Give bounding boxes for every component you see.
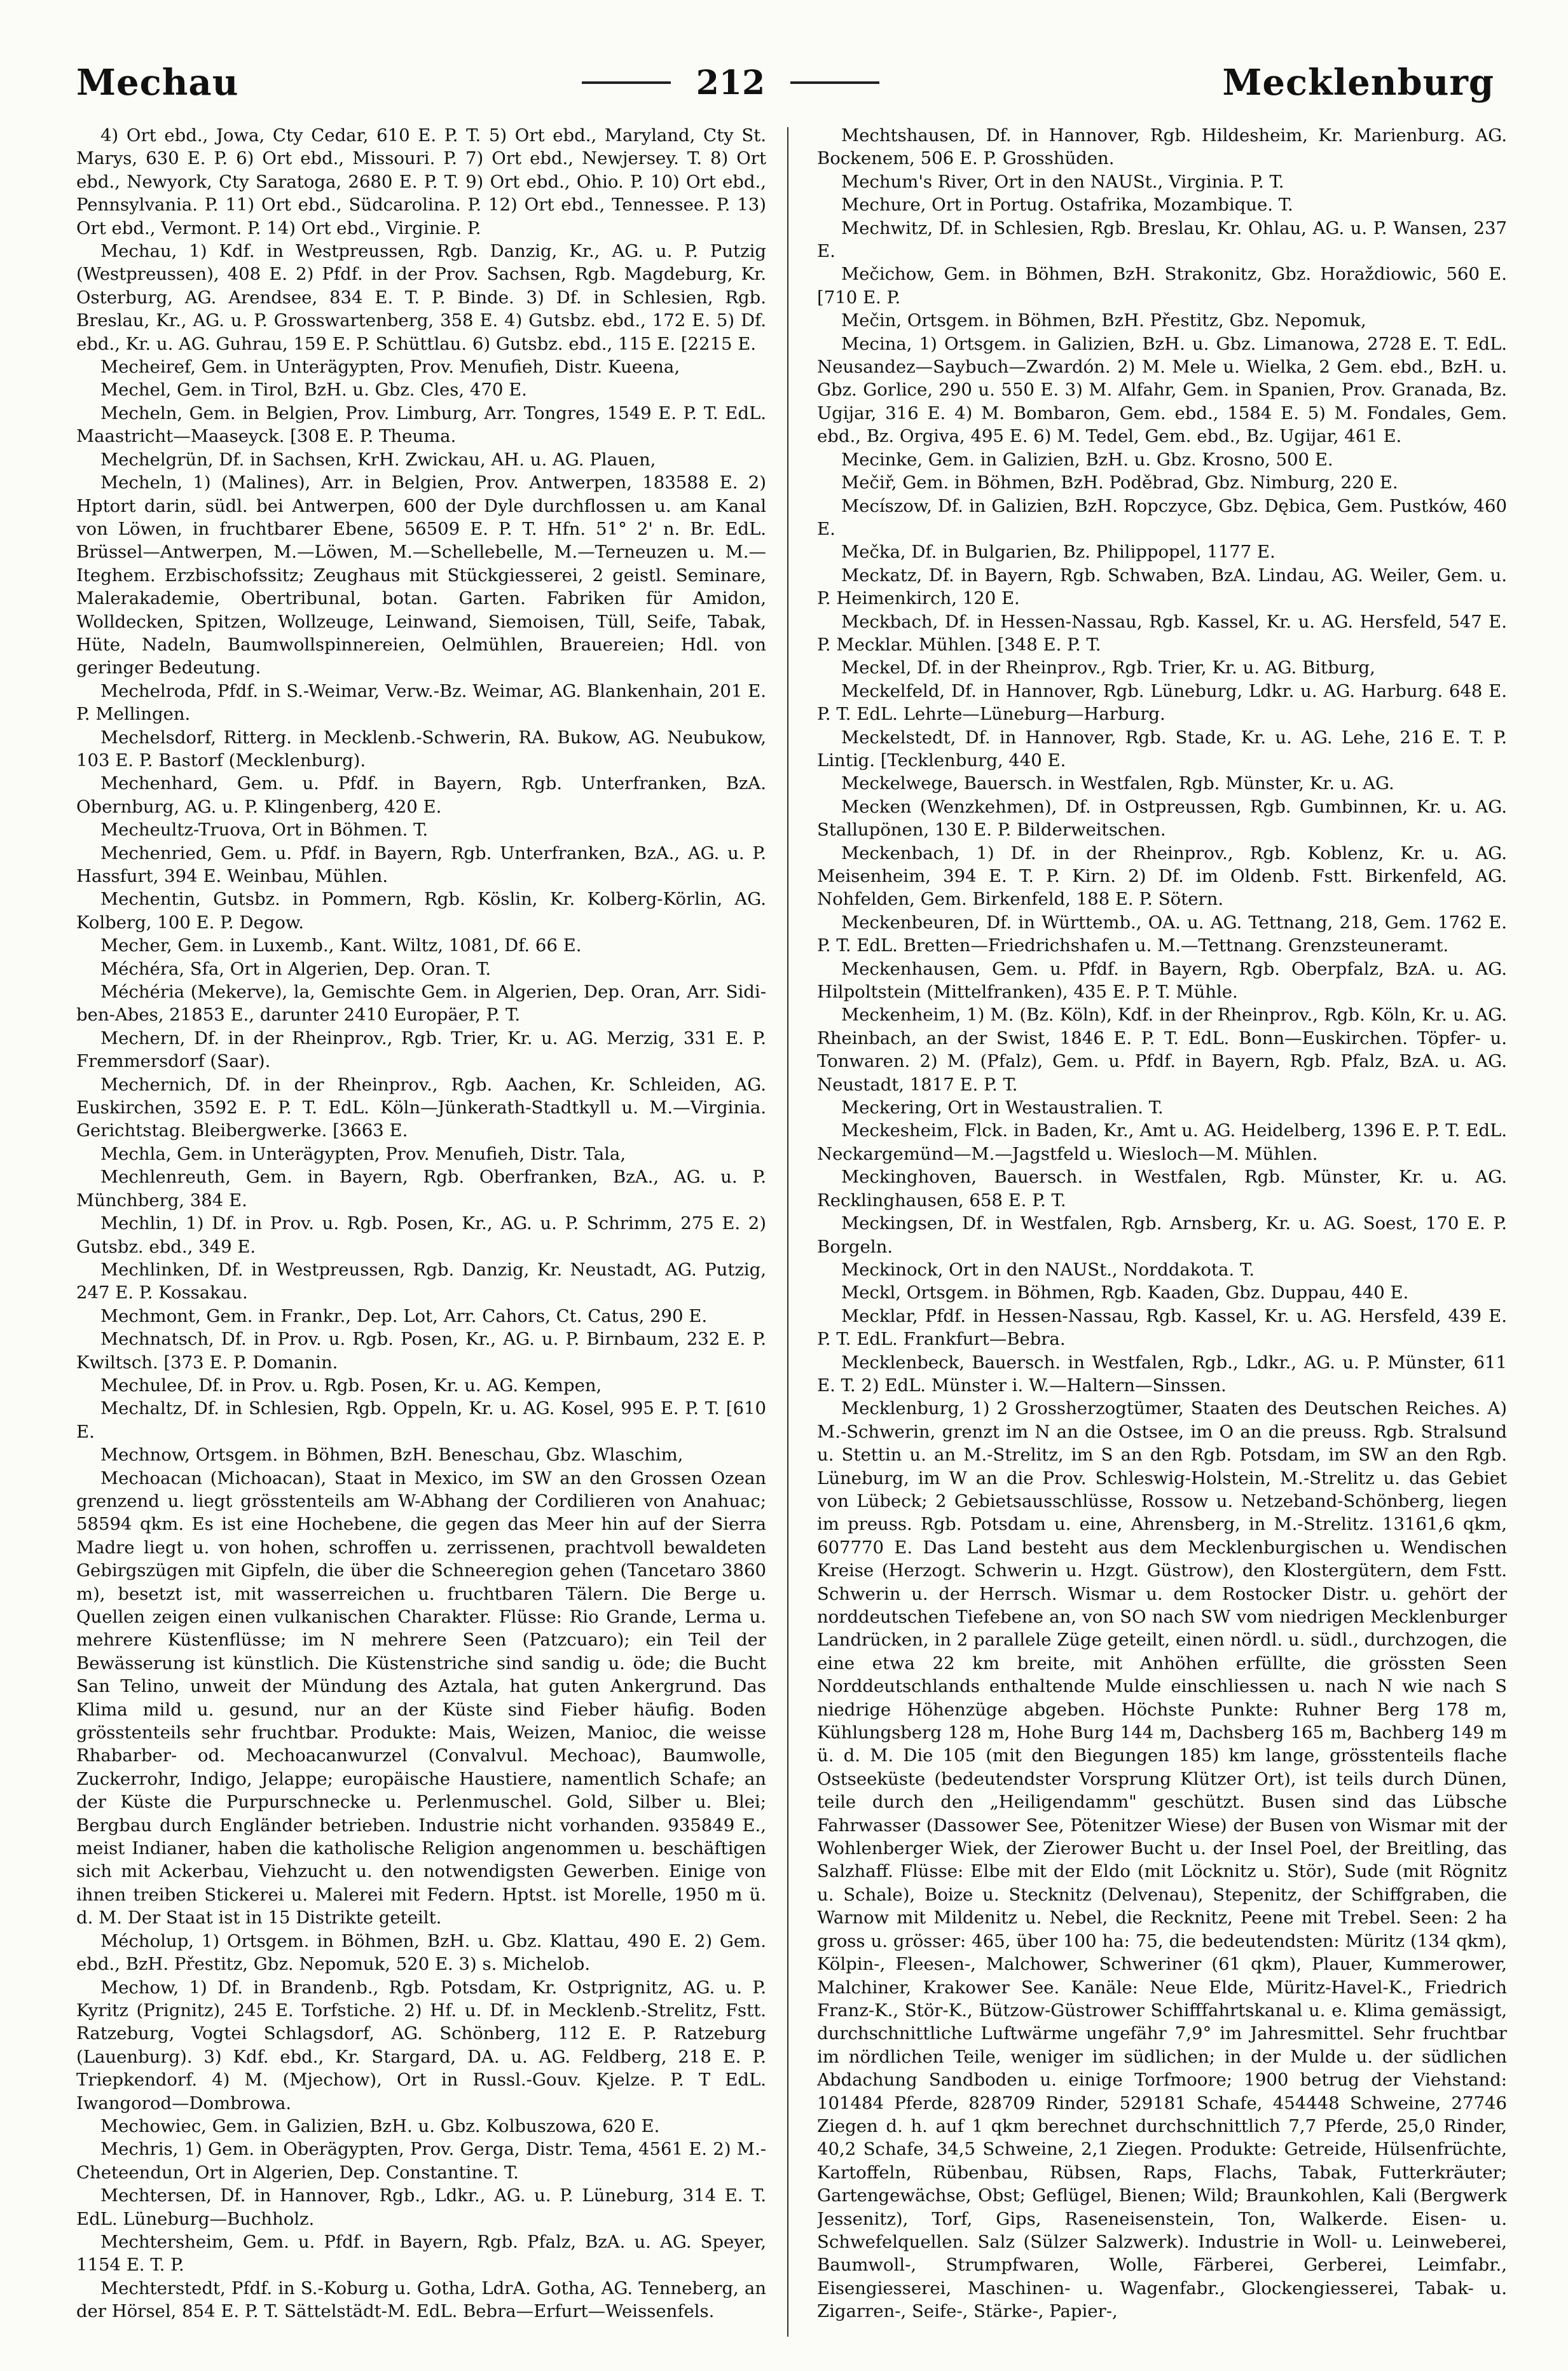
page-number: 212 — [696, 63, 766, 102]
entry-paragraph: Mečiř, Gem. in Böhmen, BzH. Poděbrad, Gbz. Nimburg, 220 E. — [841, 472, 1398, 493]
entry-paragraph: Meckelstedt, Df. in Hannover, Rgb. Stade, Kr. u. AG. Lehe, 216 E. T. P. Lintig. [Tecklenburg, 440 E. — [817, 727, 1507, 771]
entry-paragraph: Mechau, 1) Kdf. in Westpreussen, Rgb. Danzig, Kr., AG. u. P. Putzig (Westpreussen), 408 E. 2) Pfdf. in der Prov. Sachsen, Rgb. Magdeburg, Kr. Osterburg, AG. Arendsee, 834 E. T. P. Binde. 3) Df. in Schlesien, Rgb. Breslau, Kr., AG. u. P. Grosswartenberg, 358 E. 4) Gutsbz. ebd., 172 E. 5) Df. ebd., Kr. u. AG. Guhrau, 159 E. P. Schüttlau. 6) Gutsbz. ebd., 115 E. [2215 E. — [76, 241, 766, 354]
entry-paragraph: Mecken (Wenzkehmen), Df. in Ostpreussen, Rgb. Gumbinnen, Kr. u. AG. Stallupönen, 130 E. P. Bilderweitschen. — [817, 796, 1507, 841]
entry-paragraph: 4) Ort ebd., Jowa, Cty Cedar, 610 E. P. T. 5) Ort ebd., Maryland, Cty St. Marys, 630 E. P. 6) Ort ebd., Missouri. P. 7) Ort ebd., Newjersey. T. 8) Ort ebd., Newyork, Cty Saratoga, 2680 E. P. T. 9) Ort ebd., Ohio. P. 10) Ort ebd., Pennsylvania. P. 11) Ort ebd., Südcarolina. P. 12) Ort ebd., Tennessee. P. 13) Ort ebd., Vermont. P. 14) Ort ebd., Virginie. P. — [76, 125, 766, 238]
entry-paragraph: Mechelgrün, Df. in Sachsen, KrH. Zwickau, AH. u. AG. Plauen, — [100, 449, 656, 470]
entry-paragraph: Meckenheim, 1) M. (Bz. Köln), Kdf. in der Rheinprov., Rgb. Köln, Kr. u. AG. Rheinbach, an der Swist, 1846 E. P. T. EdL. Bonn—Euskirchen. Töpfer- u. Tonwaren. 2) M. (Pfalz), Gem. u. Pfdf. in Bayern, Rgb. Pfalz, BzA. u. AG. Neustadt, 1817 E. P. T. — [817, 1005, 1507, 1095]
header-right-word: Mecklenburg — [1222, 62, 1494, 104]
column-divider — [787, 127, 788, 2337]
entry-paragraph: Mecklenbeck, Bauersch. in Westfalen, Rgb., Ldkr., AG. u. P. Münster, 611 E. T. 2) EdL. Münster i. W.—Haltern—Sinssen. — [817, 1352, 1507, 1396]
entry-paragraph: Mechtersheim, Gem. u. Pfdf. in Bayern, Rgb. Pfalz, BzA. u. AG. Speyer, 1154 E. T. P. — [76, 2231, 766, 2276]
entry-paragraph: Mechaltz, Df. in Schlesien, Rgb. Oppeln, Kr. u. AG. Kosel, 995 E. P. T. [610 E. — [76, 1398, 766, 1442]
entry-paragraph: Mechenhard, Gem. u. Pfdf. in Bayern, Rgb. Unterfranken, BzA. Obernburg, AG. u. P. Klingenberg, 420 E. — [76, 773, 766, 817]
entry-paragraph: Mechelsdorf, Ritterg. in Mecklenb.-Schwerin, RA. Bukow, AG. Neubukow, 103 E. P. Bastorf (Mecklenburg). — [76, 727, 766, 771]
entry-paragraph: Meckel, Df. in der Rheinprov., Rgb. Trier, Kr. u. AG. Bitburg, — [841, 657, 1375, 678]
entry-paragraph: Mecíszow, Df. in Galizien, BzH. Ropczyce, Gbz. Dębica, Gem. Pustków, 460 E. — [817, 495, 1507, 539]
entry-paragraph: Mechern, Df. in der Rheinprov., Rgb. Trier, Kr. u. AG. Merzig, 331 E. P. Fremmersdorf (Saar). — [76, 1027, 766, 1072]
entry-paragraph: Mechlenreuth, Gem. in Bayern, Rgb. Oberfranken, BzA., AG. u. P. Münchberg, 384 E. — [76, 1167, 766, 1211]
entry-paragraph: Meckering, Ort in Westaustralien. T. — [841, 1097, 1164, 1118]
entry-paragraph: Mecheultz-Truova, Ort in Böhmen. T. — [100, 820, 429, 841]
entry-paragraph: Mécholup, 1) Ortsgem. in Böhmen, BzH. u. Gbz. Klattau, 490 E. 2) Gem. ebd., BzH. Přestitz, Gbz. Nepomuk, 520 E. 3) s. Michelob. — [76, 1930, 766, 1975]
entry-paragraph: Mecina, 1) Ortsgem. in Galizien, BzH. u. Gbz. Limanowa, 2728 E. T. EdL. Neusandez—Saybuch—Zwardón. 2) M. Mele u. Wielka, 2 Gem. ebd., BzH. u. Gbz. Gorlice, 290 u. 550 E. 3) M. Alfahr, Gem. in Spanien, Prov. Granada, Bz. Ugijar, 316 E. 4) M. Bombaron, Gem. ebd., 1584 E. 5) M. Fondales, Gem. ebd., Bz. Orgiva, 495 E. 6) M. Tedel, Gem. ebd., Bz. Ugijar, 461 E. — [817, 333, 1507, 447]
header-dash-left — [582, 81, 671, 84]
entry-paragraph: Mechlinken, Df. in Westpreussen, Rgb. Danzig, Kr. Neustadt, AG. Putzig, 247 E. P. Kossakau. — [76, 1259, 766, 1303]
entry-paragraph: Mechow, 1) Df. in Brandenb., Rgb. Potsdam, Kr. Ostprignitz, AG. u. P. Kyritz (Prignitz), 245 E. Torfstiche. 2) Hf. u. Df. in Mecklenb.-Strelitz, Fstt. Ratzeburg, Vogtei Schlagsdorf, AG. Schönberg, 112 E. P. Ratzeburg (Lauenburg). 3) Kdf. ebd., Kr. Stargard, DA. u. AG. Feldberg, 218 E. P. Triepkendorf. 4) M. (Mjechow), Ort in Russl.-Gouv. Kjelze. P. T EdL. Iwangorod—Dombrowa. — [76, 1977, 766, 2113]
entry-paragraph: Mechris, 1) Gem. in Oberägypten, Prov. Gerga, Distr. Tema, 4561 E. 2) M.-Cheteendun, Ort in Algerien, Dep. Constantine. T. — [76, 2139, 766, 2183]
entry-paragraph: Mechterstedt, Pfdf. in S.-Koburg u. Gotha, LdrA. Gotha, AG. Tenneberg, an der Hörsel, 854 E. P. T. Sättelstädt-M. EdL. Bebra—Erfurt—Weissenfels. — [76, 2278, 766, 2322]
entry-paragraph: Mecheln, 1) (Malines), Arr. in Belgien, Prov. Antwerpen, 183588 E. 2) Hptort darin, südl. bei Antwerpen, 600 der Dyle durchflossen u. am Kanal von Löwen, in fruchtbarer Ebene, 56509 E. P. T. Hfn. 51° 2' n. Br. EdL. Brüssel—Antwerpen, M.—Löwen, M.—Schellebelle, M.—Terneuzen u. M.—Iteghem. Erzbischofssitz; Zeughaus mit Stückgiesserei, 2 geistl. Seminare, Malerakademie, Obertribunal, botan. Garten. Fabriken für Amidon, Wolldecken, Spitzen, Wollzeuge, Leinwand, Siemoisen, Tüll, Seife, Tabak, Hüte, Nadeln, Baumwollspinnereien, Oelmühlen, Brauereien; Hdl. von geringer Bedeutung. — [76, 472, 766, 678]
entry-paragraph: Meckenbeuren, Df. in Württemb., OA. u. AG. Tettnang, 218, Gem. 1762 E. P. T. EdL. Bretten—Friedrichshafen u. M.—Tettnang. Grenzsteuneramt. — [817, 912, 1507, 956]
left-column — [76, 124, 766, 2337]
header-dash-right — [790, 81, 879, 84]
entry-paragraph: Mechtersen, Df. in Hannover, Rgb., Ldkr., AG. u. P. Lüneburg, 314 E. T. EdL. Lüneburg—Buchholz. — [76, 2185, 766, 2229]
entry-paragraph: Mechla, Gem. in Unterägypten, Prov. Menufieh, Distr. Tala, — [100, 1143, 626, 1164]
entry-paragraph: Mechenried, Gem. u. Pfdf. in Bayern, Rgb. Unterfranken, BzA., AG. u. P. Hassfurt, 394 E. Weinbau, Mühlen. — [76, 842, 766, 886]
entry-paragraph: Meckelwege, Bauersch. in Westfalen, Rgb. Münster, Kr. u. AG. — [841, 773, 1394, 794]
entry-paragraph: Mechtshausen, Df. in Hannover, Rgb. Hildesheim, Kr. Marienburg. AG. Bockenem, 506 E. P. Grosshüden. — [817, 125, 1507, 169]
entry-paragraph: Mechulee, Df. in Prov. u. Rgb. Posen, Kr. u. AG. Kempen, — [100, 1375, 602, 1396]
entry-paragraph: Meckingsen, Df. in Westfalen, Rgb. Arnsberg, Kr. u. AG. Soest, 170 E. P. Borgeln. — [817, 1213, 1507, 1257]
entry-paragraph: Mecklar, Pfdf. in Hessen-Nassau, Rgb. Kassel, Kr. u. AG. Hersfeld, 439 E. P. T. EdL. Frankfurt—Bebra. — [817, 1305, 1507, 1350]
entry-paragraph: Mečichow, Gem. in Böhmen, BzH. Strakonitz, Gbz. Horaždiowic, 560 E. [710 E. P. — [817, 264, 1507, 308]
entry-paragraph: Mečka, Df. in Bulgarien, Bz. Philippopel, 1177 E. — [841, 542, 1276, 563]
entry-paragraph: Mechoacan (Michoacan), Staat in Mexico, im SW an den Grossen Ozean grenzend u. liegt grösstenteils am W-Abhang der Cordilieren von Anahuac; 58594 qkm. Es ist eine Hochebene, die gegen das Meer hin auf der Sierra Madre liegt u. von hohen, schroffen u. zerrissenen, prachtvoll bewaldeten Gebirgszügen mit Gipfeln, die über die Schneeregion gehen (Tancetaro 3860 m), besetzt ist, mit wasserreichen u. fruchtbaren Tälern. Die Berge u. Quellen zeigen einen vulkanischen Charakter. Flüsse: Rio Grande, Lerma u. mehrere Küstenflüsse; im N mehrere Seen (Patzcuaro); ein Teil der Bewässerung ist künstlich. Die Küstenstriche sind sandig u. öde; die Bucht San Telino, unweit der Mündung des Aztala, hat guten Ankergrund. Das Klima mild u. gesund, nur an der Küste sind Fieber häufig. Boden grösstenteils sehr fruchtbar. Produkte: Mais, Weizen, Manioc, die weisse Rhabarber- od. Mechoacanwurzel (Convalvul. Mechoac), Baumwolle, Zuckerrohr, Indigo, Jelappe; europäische Haustiere, namentlich Schafe; an der Küste die Purpurschnecke u. Perlenmuschel. Gold, Silber u. Blei; Bergbau durch Engländer betrieben. Industrie nicht vorhanden. 935849 E., meist Indianer, haben die katholische Religion angenommen u. beschäftigen sich mit Ackerbau, Viehzucht u. den notwendigsten Gewerben. Einige von ihnen treiben Stickerei u. Malerei mit Federn. Hptst. ist Morelle, 1950 m ü. d. M. Der Staat ist in 15 Distrikte geteilt. — [76, 1467, 766, 1928]
entry-paragraph: Mechmont, Gem. in Frankr., Dep. Lot, Arr. Cahors, Ct. Catus, 290 E. — [100, 1305, 708, 1326]
entry-paragraph: Mechure, Ort in Portug. Ostafrika, Mozambique. T. — [841, 195, 1293, 216]
entry-paragraph: Mechnatsch, Df. in Prov. u. Rgb. Posen, Kr., AG. u. P. Birnbaum, 232 E. P. Kwiltsch. [373 E. P. Domanin. — [76, 1329, 766, 1373]
entry-paragraph: Meckesheim, Flck. in Baden, Kr., Amt u. AG. Heidelberg, 1396 E. P. T. EdL. Neckargemünd—M.—Jagstfeld u. Wiesloch—M. Mühlen. — [817, 1120, 1507, 1164]
header-left-word: Mechau — [76, 62, 239, 104]
entry-paragraph: Méchéria (Mekerve), la, Gemischte Gem. in Algerien, Dep. Oran, Arr. Sidi-ben-Abes, 21853 E., darunter 2410 Europäer, P. T. — [76, 982, 766, 1026]
entry-paragraph: Mechel, Gem. in Tirol, BzH. u. Gbz. Cles, 470 E. — [100, 380, 527, 401]
entry-paragraph: Meckinghoven, Bauersch. in Westfalen, Rgb. Münster, Kr. u. AG. Recklinghausen, 658 E. P. T. — [817, 1167, 1507, 1211]
entry-paragraph: Mechlin, 1) Df. in Prov. u. Rgb. Posen, Kr., AG. u. P. Schrimm, 275 E. 2) Gutsbz. ebd., 349 E. — [76, 1213, 766, 1257]
entry-paragraph: Mechernich, Df. in der Rheinprov., Rgb. Aachen, Kr. Schleiden, AG. Euskirchen, 3592 E. P. T. EdL. Köln—Jünkerath-Stadtkyll u. M.—Virginia. Gerichtstag. Bleibergwerke. [3663 E. — [76, 1074, 766, 1141]
entry-paragraph: Mechnow, Ortsgem. in Böhmen, BzH. Beneschau, Gbz. Wlaschim, — [100, 1445, 684, 1466]
page-header — [76, 45, 1494, 121]
entry-paragraph: Méchéra, Sfa, Ort in Algerien, Dep. Oran. T. — [100, 958, 492, 979]
entry-paragraph: Meckatz, Df. in Bayern, Rgb. Schwaben, BzA. Lindau, AG. Weiler, Gem. u. P. Heimenkirch, 120 E. — [817, 565, 1507, 609]
entry-paragraph: Mecher, Gem. in Luxemb., Kant. Wiltz, 1081, Df. 66 E. — [100, 935, 582, 956]
entry-paragraph: Mecheiref, Gem. in Unterägypten, Prov. Menufieh, Distr. Kueena, — [100, 357, 680, 378]
entry-paragraph: Meckenhausen, Gem. u. Pfdf. in Bayern, Rgb. Oberpfalz, BzA. u. AG. Hilpoltstein (Mittelfranken), 435 E. P. T. Mühle. — [817, 958, 1507, 1003]
entry-paragraph: Mečin, Ortsgem. in Böhmen, BzH. Přestitz, Gbz. Nepomuk, — [841, 310, 1366, 331]
entry-paragraph: Meckelfeld, Df. in Hannover, Rgb. Lüneburg, Ldkr. u. AG. Harburg. 648 E. P. T. EdL. Lehrte—Lüneburg—Harburg. — [817, 680, 1507, 725]
entry-paragraph: Mechum's River, Ort in den NAUSt., Virginia. P. T. — [841, 171, 1284, 192]
entry-paragraph: Mecinke, Gem. in Galizien, BzH. u. Gbz. Krosno, 500 E. — [841, 449, 1333, 470]
entry-paragraph: Mecklenburg, 1) 2 Grossherzogtümer, Staaten des Deutschen Reiches. A) M.-Schwerin, grenzt im N an die Ostsee, im O an die preuss. Rgb. Stralsund u. Stettin u. an M.-Strelitz, im S an den Rgb. Potsdam, im SW an den Rgb. Lüneburg, im W an die Prov. Schleswig-Holstein, M.-Strelitz u. das Gebiet von Lübeck; 2 Gebietsausschlüsse, Rossow u. Netzeband-Schönberg, liegen im preuss. Rgb. Potsdam u. eine, Ahrensberg, in M.-Strelitz. 13161,6 qkm, 607770 E. Das Land besteht aus dem Mecklenburgischen u. Wendischen Kreise (Herzogt. Schwerin u. Hzgt. Güstrow), den Klostergütern, dem Fstt. Schwerin u. der Herrsch. Wismar u. dem Rostocker Distr. u. gehört der norddeutschen Tiefebene an, von SO nach SW vom niedrigen Mecklenburger Landrücken, in 2 parallele Züge geteilt, einen nördl. u. südl., durchzogen, die eine etwa 22 km breite, mit Anhöhen erfüllte, die grössten Seen Norddeutschlands enthaltende Mulde einschliessen u. nach N wie nach S niedrige Höhenzüge abgeben. Höchste Punkte: Ruhner Berg 178 m, Kühlungsberg 128 m, Hohe Burg 144 m, Dachsberg 165 m, Bachberg 149 m ü. d. M. Die 105 (mit den Biegungen 185) km lange, grösstenteils flache Ostseeküste (bedeutendster Vorsprung Klützer Ort), ist teils durch Dünen, teile durch den „Heiligendamm" geschützt. Busen sind das Lübsche Fahrwasser (Dassower See, Pötenitzer Wiese) der Busen von Wismar mit der Wohlenberger Wiek, der Zierower Bucht u. der Insel Poel, der Breitling, das Salzhaff. Flüsse: Elbe mit der Eldo (mit Löcknitz u. Stör), Sude (mit Rögnitz u. Schale), Boize u. Stecknitz (Delvenau), Stepenitz, der Schiffgraben, die Warnow mit Mildenitz u. Nebel, die Recknitz, Peene mit Trebel. Seen: 2 ha gross u. grösser: 465, über 100 ha: 75, die bedeutendsten: Müritz (134 qkm), Kölpin-, Fleesen-, Malchower, Schweriner (61 qkm), Plauer, Kummerower, Malchiner, Krakower See. Kanäle: Neue Elde, Müritz-Havel-K., Friedrich Franz-K., Stör-K., Bützow-Güstrower Schifffahrtskanal u. e. Klima gemässigt, durchschnittliche Luftwärme ungefähr 7,9° im Jahresmittel. Sehr fruchtbar im nördlichen Teile, weniger im südlichen; in der Mulde u. der südlichen Abdachung Sandboden u. einige Torfmoore; 1900 betrug der Viehstand: 101484 Pferde, 828709 Rinder, 529181 Schafe, 454448 Schweine, 27746 Ziegen d. h. auf 1 qkm berechnet durchschnittlich 7,7 Pferde, 25,0 Rinder, 40,2 Schafe, 34,5 Schweine, 2,1 Ziegen. Produkte: Getreide, Hülsenfrüchte, Kartoffeln, Rübenbau, Rübsen, Raps, Flachs, Tabak, Futterkräuter; Gartengewächse, Obst; Geflügel, Bienen; Wild; Braunkohlen, Kali (Bergwerk Jessenitz), Torf, Gips, Raseneisenstein, Ton, Walkerde. Eisen- u. Schwefelquellen. Salz (Sülzer Salzwerk). Industrie in Woll- u. Leinweberei, Baumwoll-, Strumpfwaren, Wolle, Färberei, Gerberei, Leimfabr., Eisengiesserei, Maschinen- u. Wagenfabr., Glockengiesserei, Tabak- u. Zigarren-, Seife-, Stärke-, Papier-, — [817, 1398, 1507, 2322]
entry-paragraph: Mechentin, Gutsbz. in Pommern, Rgb. Köslin, Kr. Kolberg-Körlin, AG. Kolberg, 100 E. P. Degow. — [76, 889, 766, 933]
right-column — [817, 124, 1507, 2337]
entry-paragraph: Meckenbach, 1) Df. in der Rheinprov., Rgb. Koblenz, Kr. u. AG. Meisenheim, 394 E. T. P. Kirn. 2) Df. im Oldenb. Fstt. Birkenfeld, AG. Nohfelden, Gem. Birkenfeld, 188 E. P. Sötern. — [817, 842, 1507, 910]
entry-paragraph: Mechwitz, Df. in Schlesien, Rgb. Breslau, Kr. Ohlau, AG. u. P. Wansen, 237 E. — [817, 217, 1507, 262]
entry-paragraph: Meckl, Ortsgem. in Böhmen, Rgb. Kaaden, Gbz. Duppau, 440 E. — [841, 1282, 1409, 1303]
entry-paragraph: Mechowiec, Gem. in Galizien, BzH. u. Gbz. Kolbuszowa, 620 E. — [100, 2115, 660, 2136]
entry-paragraph: Mechelroda, Pfdf. in S.-Weimar, Verw.-Bz. Weimar, AG. Blankenhain, 201 E. P. Mellingen. — [76, 680, 766, 725]
entry-paragraph: Mecheln, Gem. in Belgien, Prov. Limburg, Arr. Tongres, 1549 E. P. T. EdL. Maastricht—Maaseyck. [308 E. P. Theuma. — [76, 402, 766, 447]
entry-paragraph: Meckinock, Ort in den NAUSt., Norddakota. T. — [841, 1259, 1255, 1280]
entry-paragraph: Meckbach, Df. in Hessen-Nassau, Rgb. Kassel, Kr. u. AG. Hersfeld, 547 E. P. Mecklar. Mühlen. [348 E. P. T. — [817, 611, 1507, 655]
page-number-group — [582, 64, 880, 102]
